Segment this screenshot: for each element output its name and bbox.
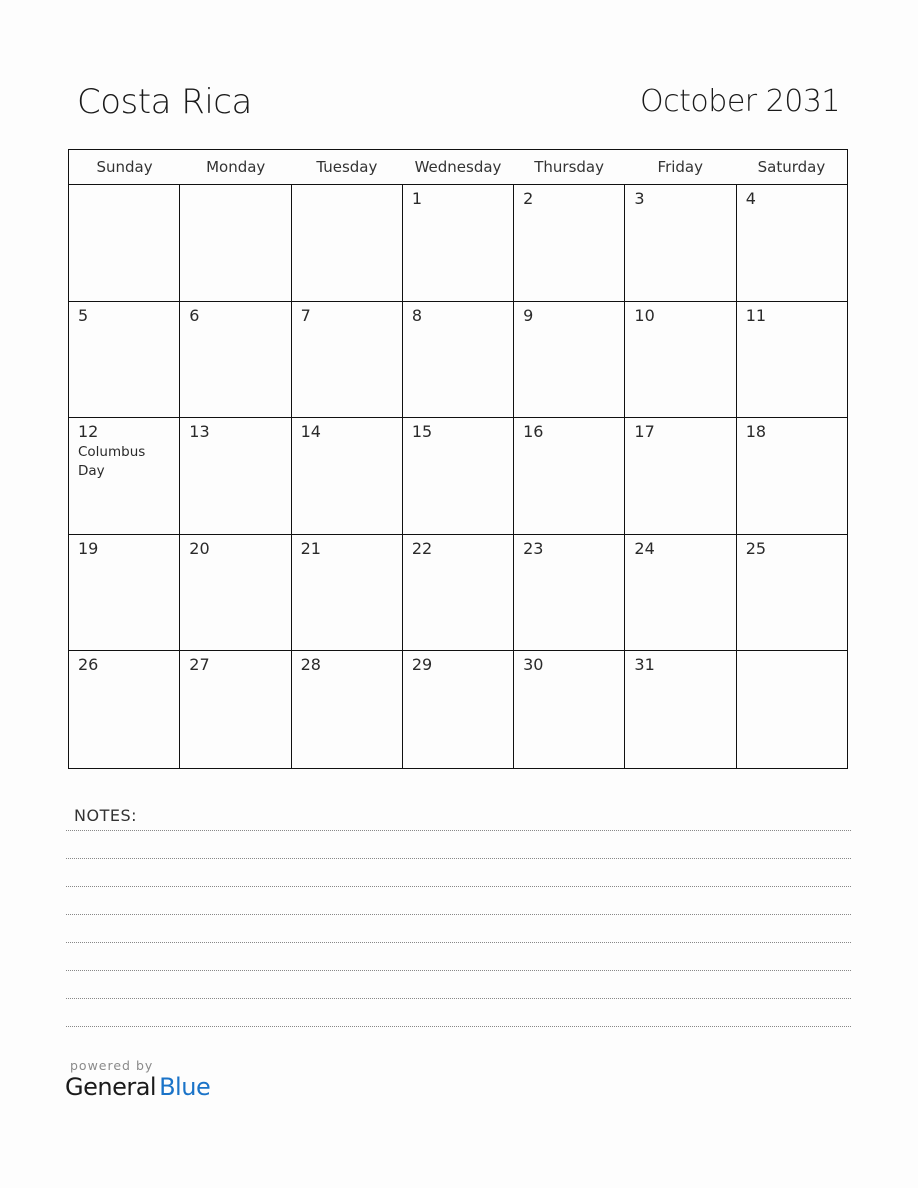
day-number: 19 — [78, 538, 99, 558]
generalblue-logo — [65, 1073, 210, 1101]
day-cell — [292, 651, 403, 768]
weekday-thursday: Thursday — [534, 158, 604, 176]
day-number: 5 — [78, 305, 89, 325]
day-cell — [292, 302, 403, 418]
day-number: 27 — [189, 655, 210, 675]
day-number: 3 — [634, 189, 645, 208]
week-row — [69, 651, 847, 768]
day-cell — [69, 418, 180, 534]
note-line — [66, 970, 851, 971]
day-number: 11 — [745, 305, 767, 325]
note-line — [66, 886, 851, 887]
day-cell — [403, 185, 514, 301]
week-row — [69, 302, 847, 419]
note-line — [66, 858, 851, 859]
day-number: 1 — [411, 189, 423, 208]
day-number: 4 — [745, 189, 756, 208]
day-cell — [180, 535, 291, 651]
day-cell — [292, 418, 403, 534]
day-cell — [514, 418, 625, 534]
day-cell — [69, 535, 180, 651]
day-cell — [514, 651, 625, 768]
day-cell — [625, 302, 736, 418]
day-number: 30 — [523, 655, 544, 675]
notes-label: NOTES: — [74, 806, 137, 825]
day-cell — [180, 651, 291, 768]
day-number: 15 — [411, 422, 433, 442]
day-cell — [625, 418, 736, 534]
day-number: 18 — [745, 422, 767, 442]
note-line — [66, 942, 851, 943]
day-number: 25 — [745, 538, 767, 558]
day-cell — [180, 302, 291, 418]
day-number: 24 — [634, 538, 655, 558]
weekday-sunday: Sunday — [96, 158, 153, 176]
day-cell — [403, 302, 514, 418]
powered-by-text: powered by — [70, 1058, 154, 1073]
note-line — [66, 1026, 851, 1027]
weekday-tuesday: Tuesday — [316, 158, 378, 176]
week-row — [69, 535, 847, 652]
brand-blue-text: Blue — [159, 1073, 211, 1101]
day-number: 29 — [411, 655, 433, 675]
day-cell — [403, 651, 514, 768]
day-number: 7 — [300, 305, 311, 325]
weekday-friday: Friday — [657, 158, 703, 176]
day-cell — [292, 535, 403, 651]
note-line — [66, 998, 851, 999]
day-number: 14 — [300, 422, 321, 442]
day-cell — [514, 535, 625, 651]
day-cell — [180, 418, 291, 534]
calendar-grid — [68, 149, 848, 769]
week-row — [69, 185, 847, 302]
day-number: 21 — [300, 538, 321, 558]
day-number: 10 — [634, 305, 655, 325]
weekday-header-row — [69, 150, 847, 185]
note-line — [66, 830, 851, 831]
day-number: 12 — [78, 422, 99, 442]
day-number: 31 — [634, 655, 655, 675]
day-cell — [69, 651, 180, 768]
day-cell — [737, 651, 847, 768]
weekday-monday: Monday — [206, 158, 266, 176]
day-number: 8 — [411, 305, 423, 325]
day-cell — [514, 302, 625, 418]
day-cell — [180, 185, 291, 301]
day-number: 6 — [189, 305, 200, 325]
day-number: 2 — [523, 189, 534, 208]
day-cell — [292, 185, 403, 301]
day-cell — [625, 535, 736, 651]
day-cell — [514, 185, 625, 301]
day-cell — [403, 418, 514, 534]
day-cell — [69, 302, 180, 418]
day-number: 22 — [411, 538, 433, 558]
day-cell — [69, 185, 180, 301]
day-number: 16 — [523, 422, 544, 442]
country-title: Costa Rica — [77, 82, 252, 122]
day-cell — [737, 535, 847, 651]
month-year-title: October 2031 — [640, 84, 840, 119]
day-number: 26 — [78, 655, 99, 675]
weekday-wednesday: Wednesday — [414, 158, 502, 176]
day-cell — [403, 535, 514, 651]
day-number: 20 — [189, 538, 210, 558]
week-row — [69, 418, 847, 535]
brand-general-text: General — [65, 1073, 157, 1101]
day-number: 17 — [634, 422, 655, 442]
note-line — [66, 914, 851, 915]
day-number: 13 — [189, 422, 210, 442]
day-cell — [625, 651, 736, 768]
day-cell — [737, 418, 847, 534]
day-number: 9 — [523, 305, 534, 325]
day-number: 23 — [523, 538, 544, 558]
holiday-label: Columbus Day — [78, 444, 146, 480]
day-number: 28 — [300, 655, 321, 675]
weekday-saturday: Saturday — [757, 158, 826, 176]
day-cell — [625, 185, 736, 301]
day-cell — [737, 302, 847, 418]
day-cell — [737, 185, 847, 301]
